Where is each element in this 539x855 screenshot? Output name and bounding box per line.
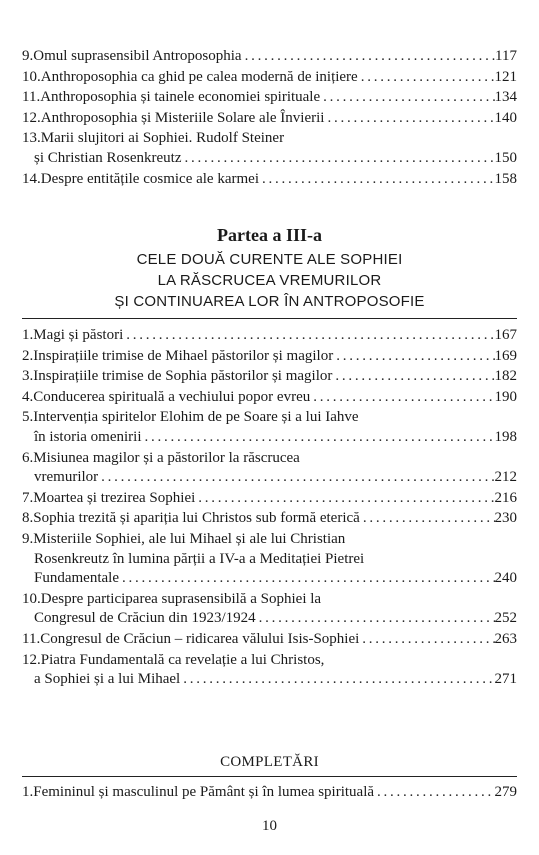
- toc-entry: [22, 630, 517, 650]
- toc-entry-page: 240: [494, 570, 517, 587]
- toc-entry-number: 10.: [22, 590, 41, 607]
- toc-entry-page: 263: [494, 630, 517, 647]
- toc-entry-title: Congresul de Crăciun – ridicarea vălului Isis-Sophiei: [40, 630, 360, 647]
- toc-entry: [22, 347, 517, 367]
- toc-entry-number: 13.: [22, 130, 41, 147]
- section-divider-rule: [22, 318, 517, 319]
- leader-dots: [141, 428, 494, 448]
- toc-entry-title: Magi și păstori: [33, 327, 124, 343]
- leader-dots: [358, 68, 495, 88]
- toc-entry-title: Misiunea magilor și a păstorilor la răscrucea: [33, 449, 300, 466]
- toc-entry-number: 9.: [22, 530, 34, 547]
- leader-dots: [324, 109, 494, 129]
- toc-entry-title: Inspirațiile trimise de Mihael păstorilor și magilor: [33, 347, 334, 364]
- completari-rule: [22, 776, 517, 777]
- toc-entry-page: 279: [494, 784, 517, 800]
- toc-entry-page: 252: [494, 610, 517, 627]
- toc-top-list: [22, 47, 517, 189]
- toc-entry-title: Anthroposophia ca ghid pe calea modernă de inițiere: [40, 68, 358, 85]
- leader-dots: [360, 509, 495, 529]
- toc-entry-page: 230: [494, 510, 517, 527]
- leader-dots: [180, 670, 494, 690]
- toc-entry-title: Femininul și masculinul pe Pământ și în lumea spirituală: [33, 784, 375, 800]
- toc-entry-title: Despre entitățile cosmice ale karmei: [40, 170, 259, 187]
- page-number: 10: [262, 818, 277, 834]
- leader-dots: [374, 783, 494, 803]
- toc-entry-number: 7.: [22, 489, 34, 506]
- leader-dots: [242, 47, 495, 67]
- toc-entry-title: Misteriile Sophiei, ale lui Mihael și ale lui Christian: [33, 530, 346, 547]
- toc-entry: [22, 590, 517, 629]
- toc-entry: [22, 129, 517, 168]
- leader-dots: [256, 609, 495, 629]
- part-subtitle-line-2: LA RĂSCRUCEA VREMURILOR: [157, 272, 382, 289]
- toc-entry-page: 190: [494, 388, 517, 405]
- toc-entry-page: 271: [494, 671, 517, 688]
- toc-entry: [22, 408, 517, 447]
- toc-entry-title-continued: vremurilor: [34, 469, 99, 486]
- leader-dots: [181, 149, 494, 169]
- leader-dots: [195, 489, 494, 509]
- toc-completari-list: [22, 783, 517, 803]
- toc-entry-title-continued: Congresul de Crăciun din 1923/1924: [34, 610, 256, 627]
- toc-entry-number: 8.: [22, 510, 34, 527]
- toc-entry-number: 12.: [22, 651, 41, 668]
- toc-entry-page: 198: [494, 428, 517, 445]
- toc-entry-number: 10.: [22, 68, 41, 85]
- leader-dots: [259, 170, 495, 190]
- toc-entry-title: Sophia trezită și apariția lui Christos sub formă eterică: [33, 510, 360, 527]
- toc-entry-title: Moartea și trezirea Sophiei: [33, 489, 196, 506]
- toc-entry: [22, 651, 517, 690]
- toc-entry: [22, 109, 517, 129]
- toc-entry-page: 169: [494, 347, 517, 364]
- toc-entry: [22, 783, 517, 803]
- toc-entry-number: 5.: [22, 409, 34, 426]
- toc-entry-title: Anthroposophia și Misteriile Solare ale Învierii: [40, 109, 325, 126]
- toc-entry-title: Intervenția spiritelor Elohim de pe Soare și a lui Iahve: [33, 409, 359, 426]
- toc-entry-page: 121: [494, 68, 517, 85]
- part-subtitle-line-3: ȘI CONTINUAREA LOR ÎN ANTROPOSOFIE: [114, 293, 425, 310]
- toc-entry: [22, 388, 517, 408]
- toc-entry-number: 4.: [22, 388, 34, 405]
- leader-dots: [359, 630, 494, 650]
- toc-entry-page: 134: [494, 89, 517, 106]
- toc-entry-page: 212: [494, 469, 517, 486]
- part-subtitle-line-1: CELE DOUĂ CURENTE ALE SOPHIEI: [136, 251, 403, 268]
- toc-entry: [22, 326, 517, 346]
- leader-dots: [310, 388, 494, 408]
- toc-entry-page: 182: [494, 368, 517, 385]
- toc-entry: [22, 489, 517, 509]
- toc-entry-title: Omul suprasensibil Antroposophia: [33, 48, 242, 64]
- toc-entry-number: 3.: [22, 368, 34, 385]
- toc-entry-title: Inspirațiile trimise de Sophia păstorilor și magilor: [33, 368, 333, 385]
- toc-entry-number: 1.: [22, 327, 34, 343]
- toc-entry-title-continued: în istoria omenirii: [34, 428, 142, 445]
- toc-entry: [22, 170, 517, 190]
- toc-entry-number: 12.: [22, 109, 41, 126]
- toc-entry: [22, 47, 517, 67]
- leader-dots: [332, 367, 494, 387]
- leader-dots: [320, 88, 494, 108]
- completari-title: COMPLETĂRI: [220, 754, 319, 770]
- toc-part3-list: [22, 326, 517, 690]
- leader-dots: [98, 468, 494, 488]
- toc-entry-page: 117: [495, 48, 517, 64]
- toc-entry-page: 167: [494, 327, 517, 343]
- toc-entry-number: 1.: [22, 784, 34, 800]
- toc-entry-title-continued: Fundamentale: [34, 570, 119, 587]
- toc-entry-number: 9.: [22, 48, 34, 64]
- toc-entry: [22, 68, 517, 88]
- toc-entry: [22, 530, 517, 589]
- toc-entry-title: Conducerea spirituală a vechiului popor evreu: [33, 388, 311, 405]
- toc-entry-number: 11.: [22, 630, 41, 647]
- toc-entry-number: 14.: [22, 170, 41, 187]
- toc-entry-number: 11.: [22, 89, 41, 106]
- leader-dots: [119, 569, 495, 589]
- toc-entry-title: Piatra Fundamentală ca revelație a lui Christos,: [40, 651, 325, 668]
- toc-entry-title: Anthroposophia și tainele economiei spirituale: [40, 89, 321, 106]
- toc-entry-title-continued: a Sophiei și a lui Mihael: [34, 671, 181, 688]
- toc-entry-title-continued: Rosenkreutz în lumina părții a IV-a a Meditației Pietrei: [34, 550, 365, 567]
- part-title: Partea a III-a: [217, 225, 322, 245]
- toc-entry: [22, 88, 517, 108]
- toc-entry: [22, 449, 517, 488]
- toc-entry-page: 140: [494, 109, 517, 126]
- toc-entry-number: 6.: [22, 449, 34, 466]
- toc-entry-title-continued: și Christian Rosenkreutz: [34, 149, 182, 166]
- toc-entry-page: 158: [494, 170, 517, 187]
- toc-entry-number: 2.: [22, 347, 34, 364]
- toc-entry-title: Despre participarea suprasensibilă a Sophiei la: [40, 590, 322, 607]
- toc-entry-page: 150: [494, 149, 517, 166]
- toc-entry-title: Marii slujitori ai Sophiei. Rudolf Steiner: [40, 130, 285, 147]
- toc-entry: [22, 367, 517, 387]
- leader-dots: [123, 326, 494, 346]
- leader-dots: [333, 347, 494, 367]
- toc-entry-page: 216: [494, 489, 517, 506]
- toc-entry: [22, 509, 517, 529]
